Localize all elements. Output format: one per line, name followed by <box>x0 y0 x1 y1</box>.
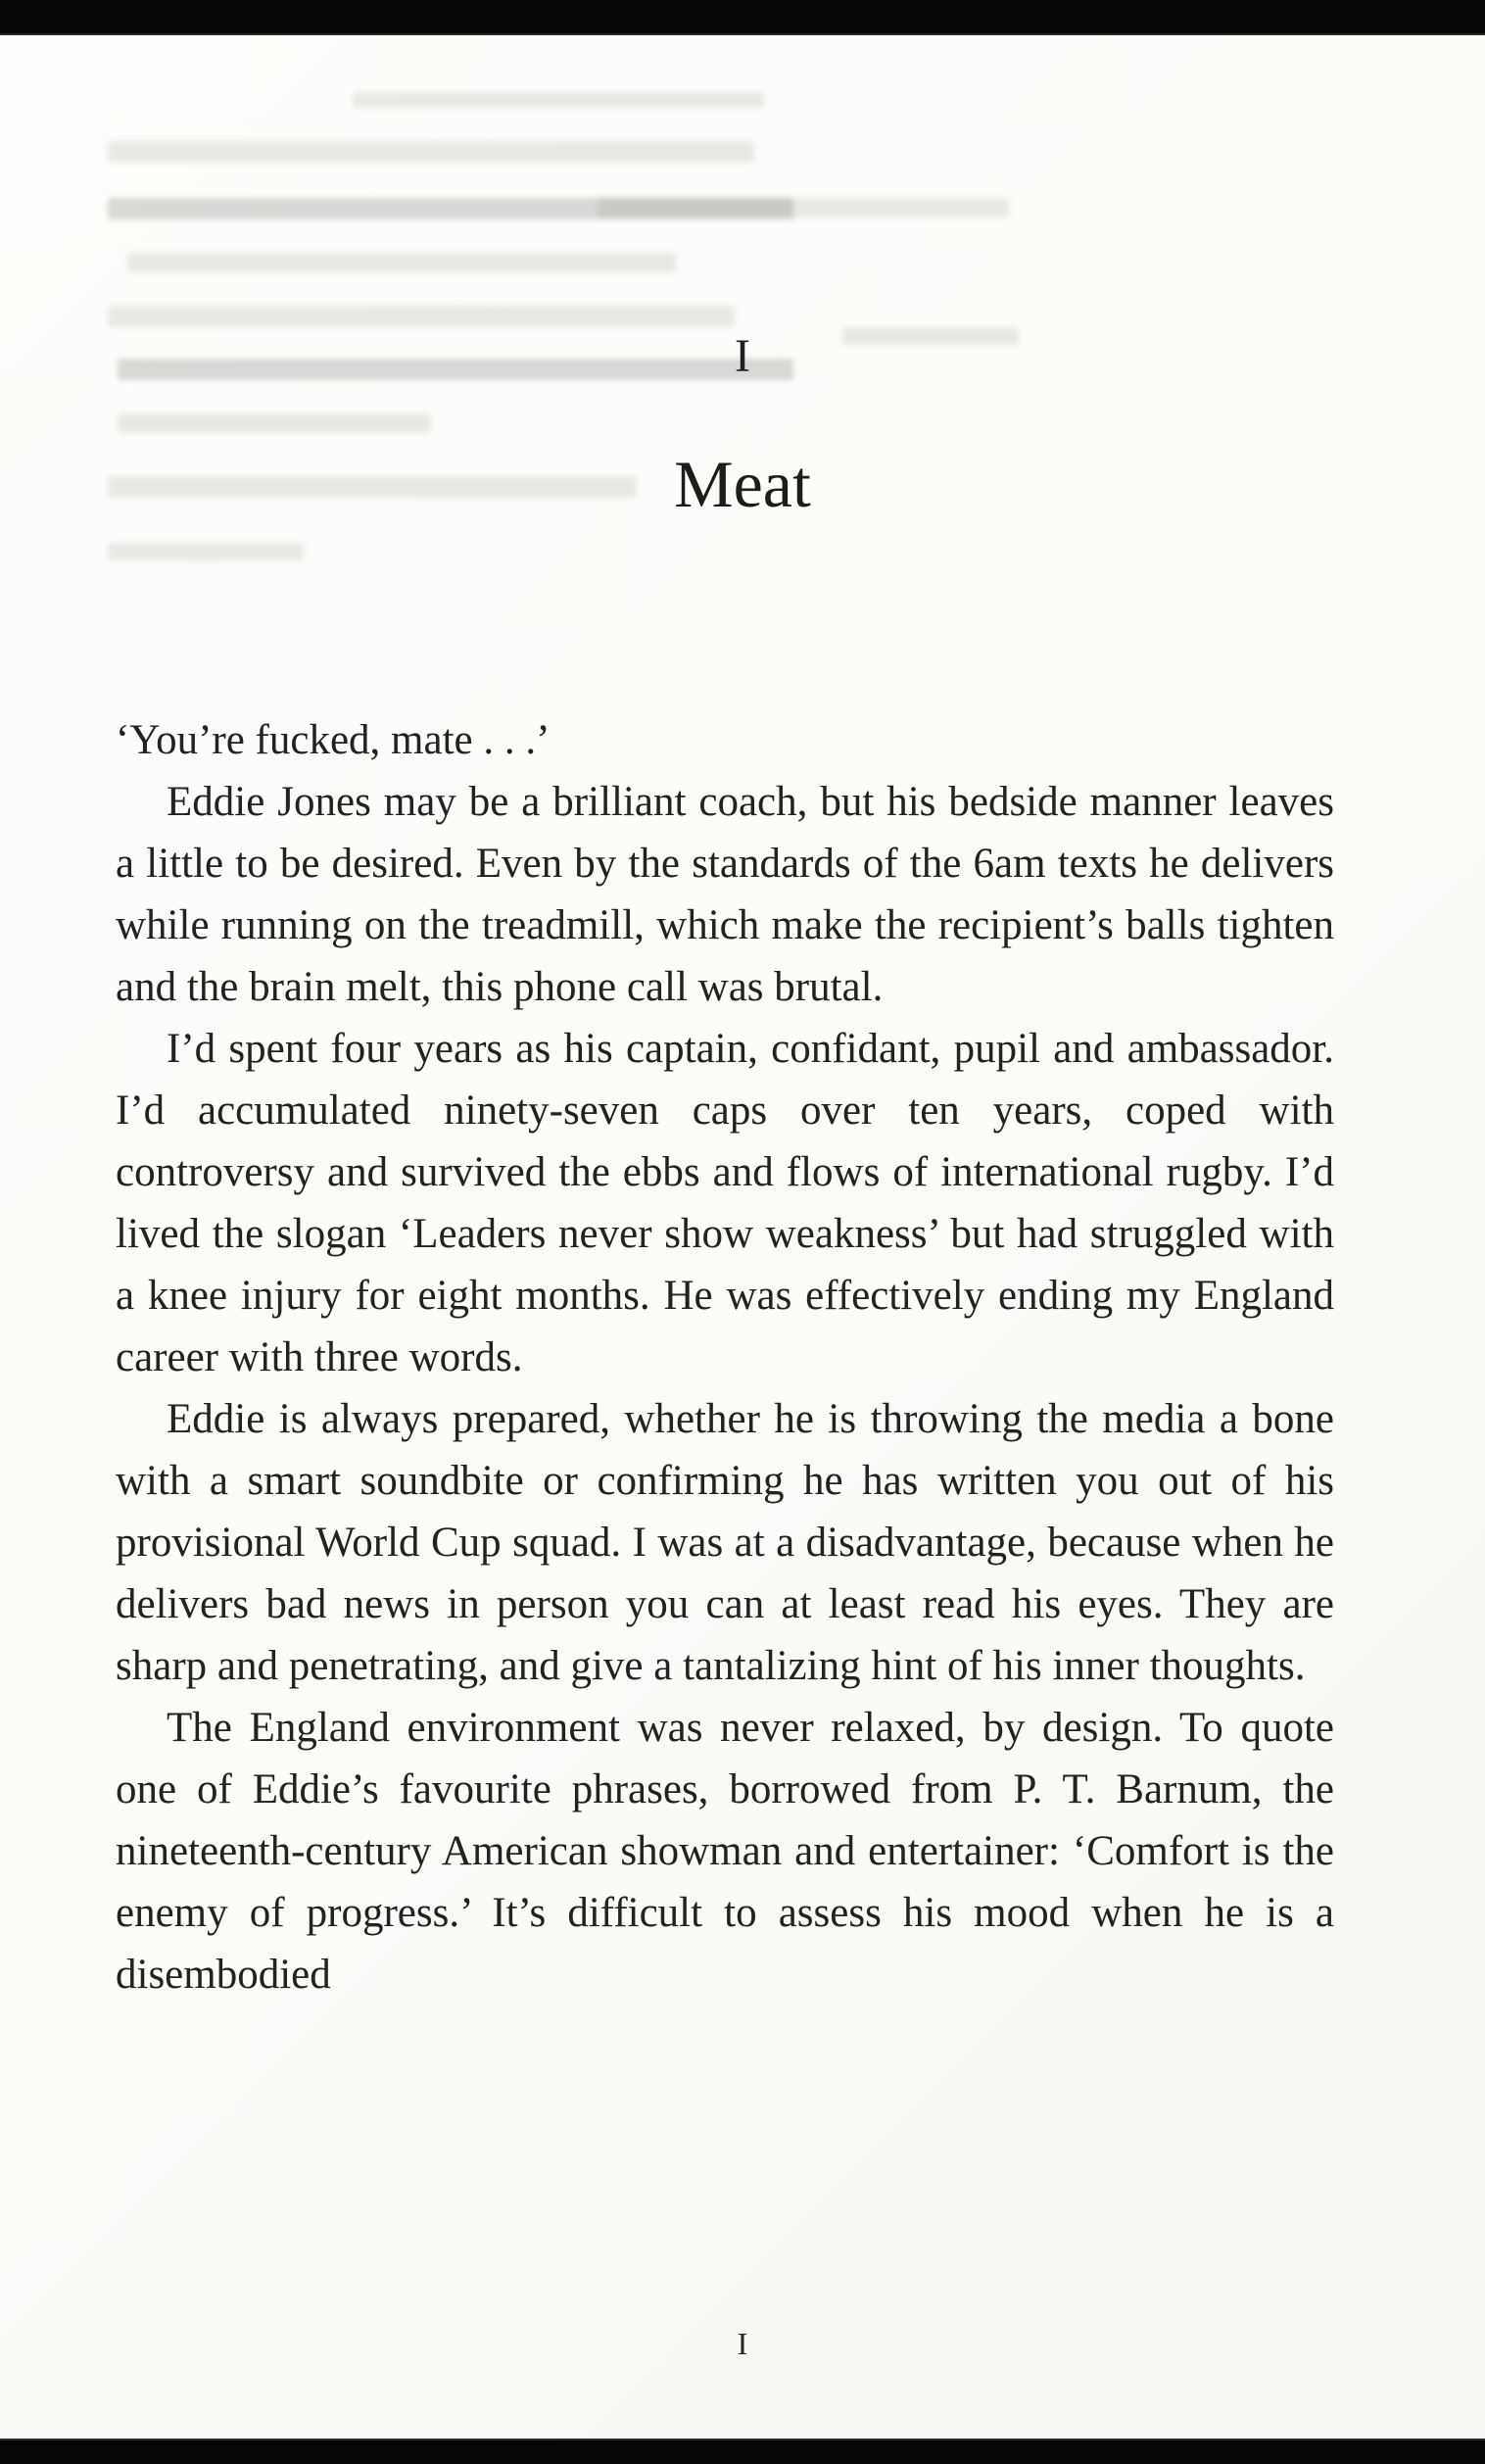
body-text <box>116 709 1334 2005</box>
paragraph-dialogue: ‘You’re fucked, mate . . .’ <box>116 717 551 763</box>
chapter-title: Meat <box>674 447 811 521</box>
bleed-through-line <box>118 413 431 433</box>
bleed-through-line <box>108 141 754 163</box>
paragraph: The England environment was never relaxed, by design. To quote one of Eddie’s favourite phrases, borrowed from P. T. Barnum, the nineteenth-century American showman and entertainer: ‘Comfort is the enemy of progress.’ It’s difficult to assess his mood when he is a disembodied <box>116 1705 1334 1998</box>
bleed-through-line <box>353 92 764 108</box>
paragraph: Eddie is always prepared, whether he is throwing the media a bone with a smart soundbite or confirming he has written you out of his provisional World Cup squad. I was at a disadvantage, because when he delivers bad news in person you can at least read his eyes. They are sharp and penetrating, and give a tantalizing hint of his inner thoughts. <box>116 1396 1334 1689</box>
book-page <box>0 33 1485 2440</box>
page-number: I <box>737 2326 748 2361</box>
chapter-number: I <box>735 330 750 382</box>
paragraph: Eddie Jones may be a brilliant coach, but his bedside manner leaves a little to be desired. Even by the standards of the 6am texts he delivers while running on the treadmill, which make the recipient’s balls tighten and the brain melt, this phone call was brutal. <box>116 779 1334 1010</box>
bleed-through-line <box>108 543 304 560</box>
bleed-through-line <box>108 306 735 327</box>
bleed-through-line <box>127 253 676 272</box>
scan-edge-bottom <box>0 2439 1485 2464</box>
bleed-through-line <box>598 198 1009 217</box>
paragraph: I’d spent four years as his captain, confidant, pupil and ambassador. I’d accumulated ninety-seven caps over ten years, coped with controversy and survived the ebbs and flows of international rugby. I’d lived the slogan ‘Leaders never show weakness’ but had struggled with a knee injury for eight months. He was effectively ending my England career with three words. <box>116 1026 1334 1380</box>
scan-edge-top <box>0 0 1485 35</box>
